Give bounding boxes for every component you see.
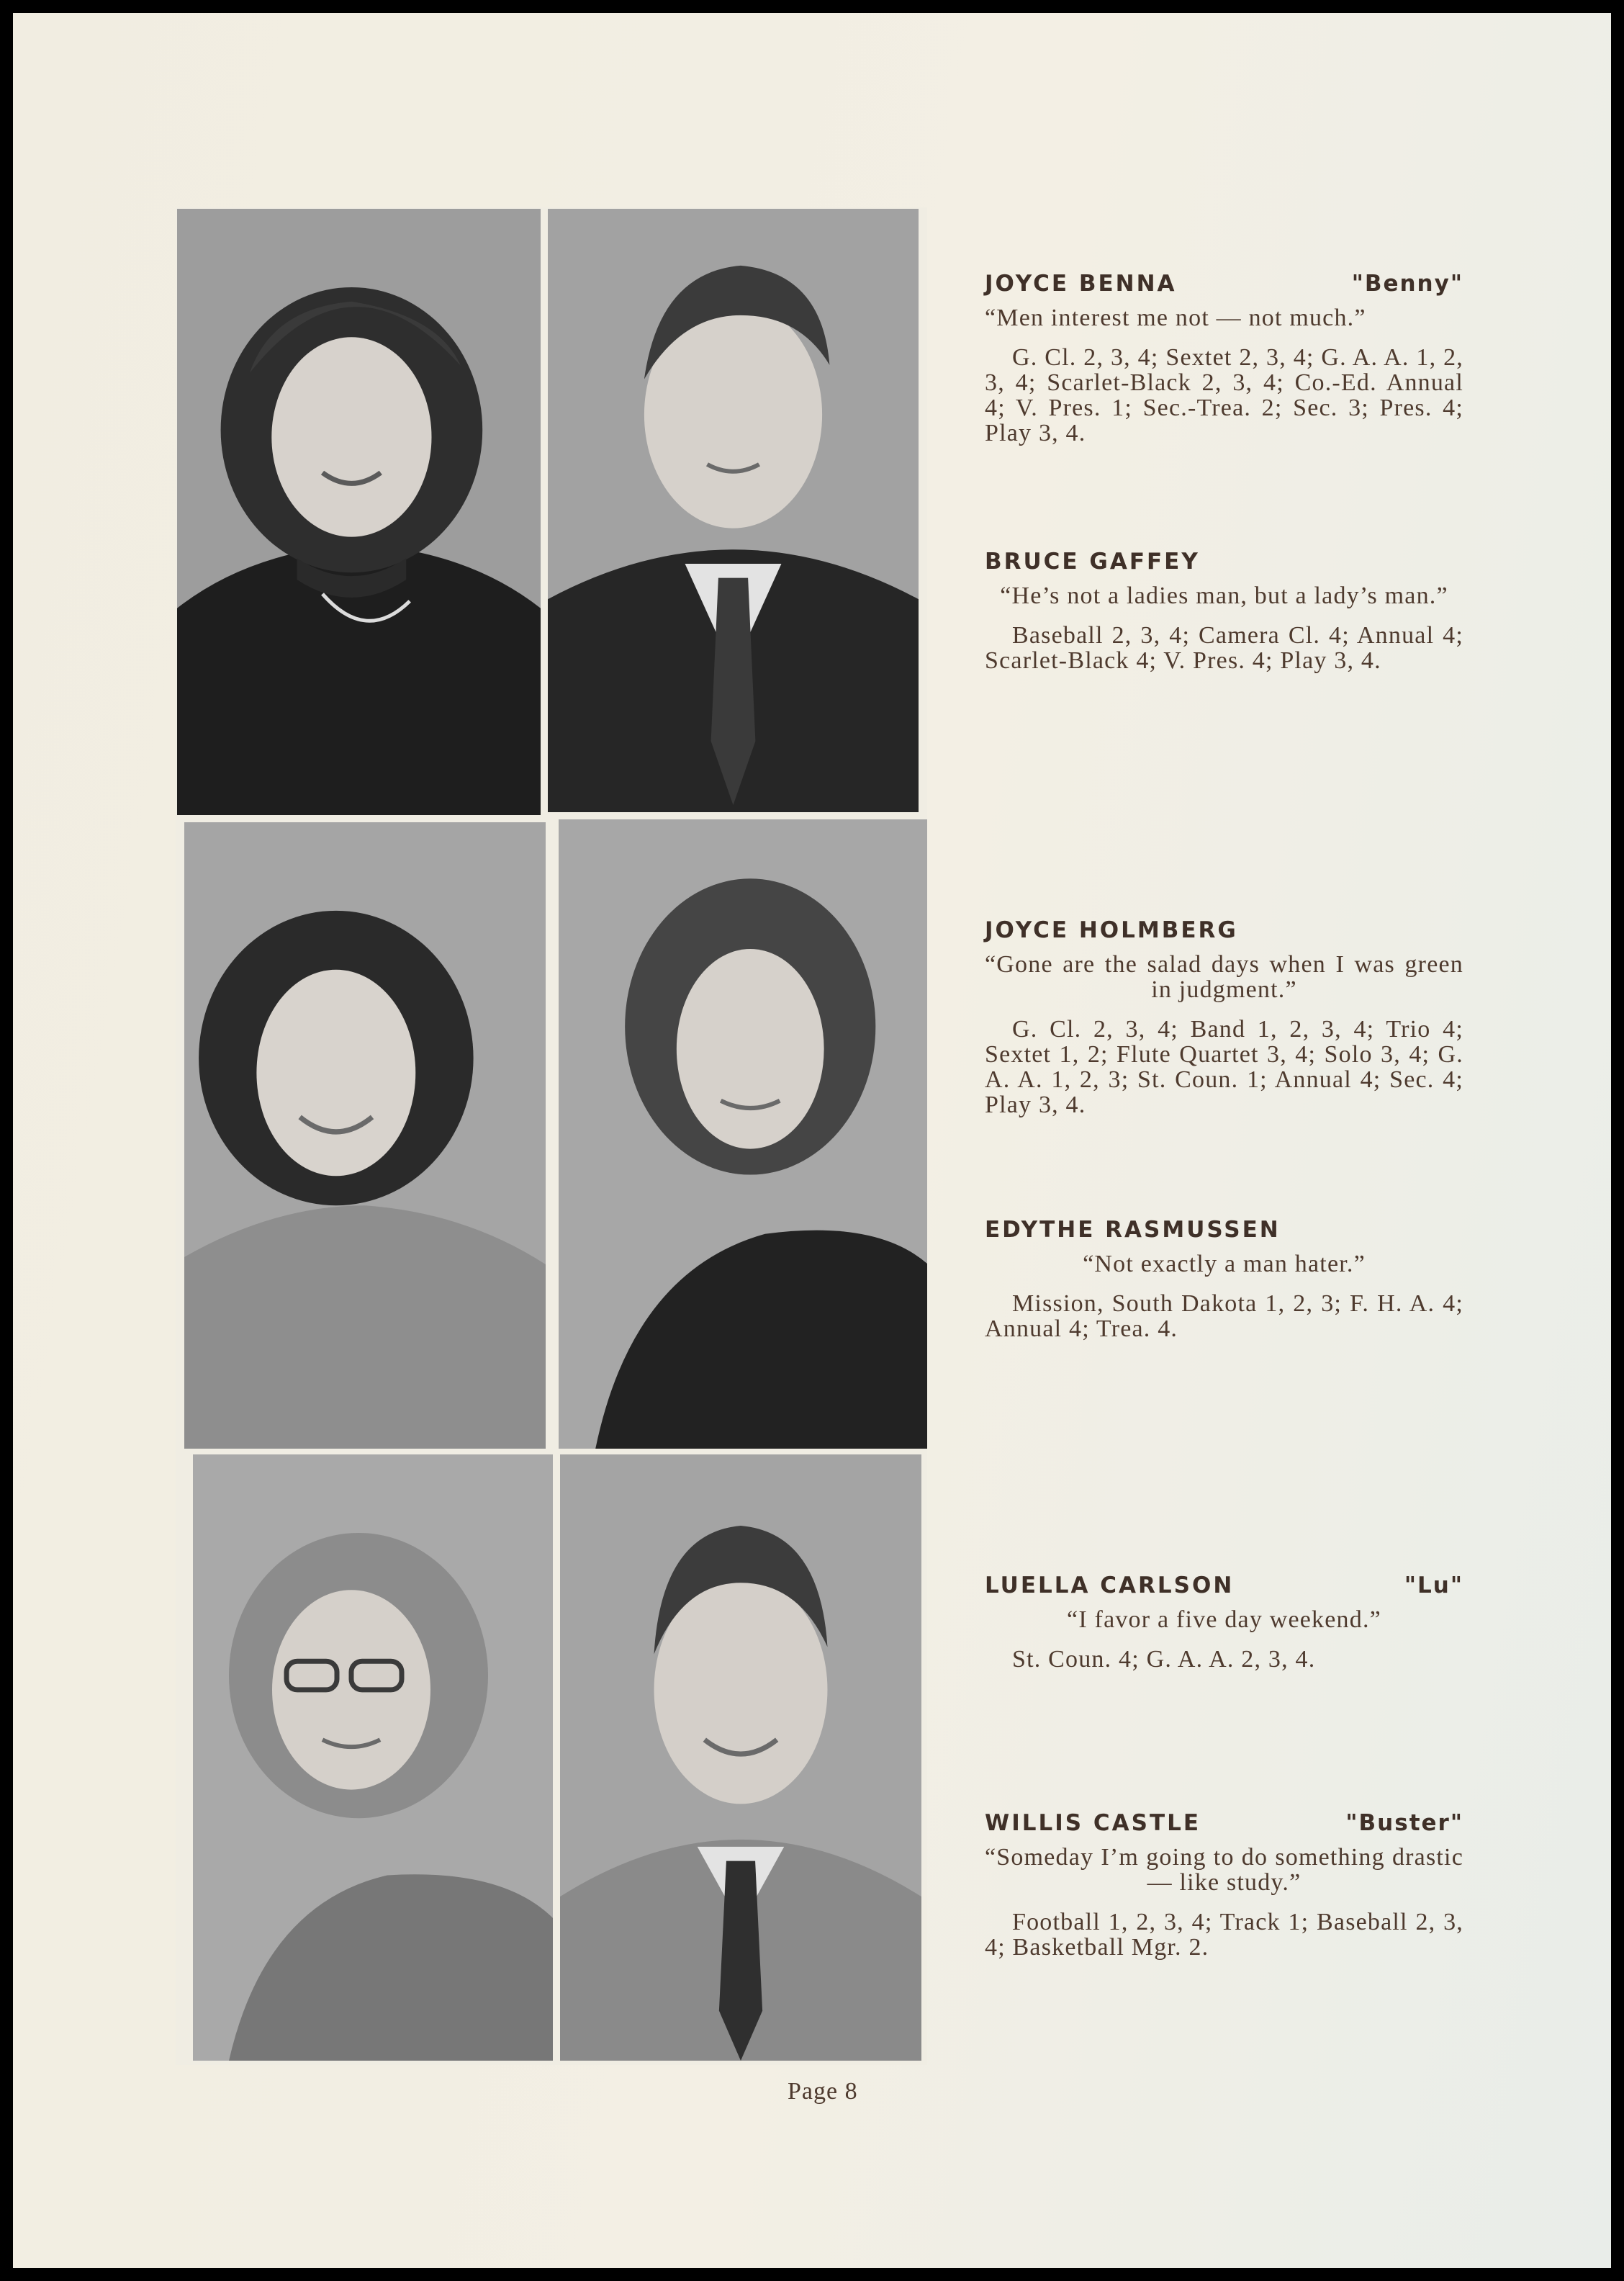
student-activities: Mission, South Dakota 1, 2, 3; F. H. A. 4; Annual 4; Trea. 4. bbox=[985, 1290, 1463, 1342]
student-entry bbox=[985, 271, 1463, 446]
page-number: Page 8 bbox=[788, 2078, 858, 2105]
student-activities: G. Cl. 2, 3, 4; Band 1, 2, 3, 4; Trio 4; Sextet 1, 2; Flute Quartet 3, 4; Solo 3, 4; G. A. A. 1, 2, 3; St. Coun. 1; Annual 4; Sec. 4; Play 3, 4. bbox=[985, 1016, 1463, 1118]
student-activities: St. Coun. 4; G. A. A. 2, 3, 4. bbox=[1012, 1646, 1316, 1673]
student-quote: “I favor a five day weekend.” bbox=[1067, 1606, 1381, 1633]
name-row bbox=[985, 549, 1463, 575]
student-quote: “Gone are the salad days when I was green in judgment.” bbox=[985, 951, 1463, 1003]
student-name: JOYCE HOLMBERG bbox=[985, 917, 1238, 943]
name-row bbox=[985, 271, 1463, 297]
student-entry bbox=[985, 1573, 1463, 1672]
portrait-bruce-gaffey bbox=[548, 209, 919, 812]
student-entry bbox=[985, 549, 1463, 673]
student-activities: Baseball 2, 3, 4; Camera Cl. 4; Annual 4; Scarlet-Black 4; V. Pres. 4; Play 3, 4. bbox=[985, 622, 1463, 674]
yearbook-page bbox=[13, 13, 1611, 2268]
student-quote: “He’s not a ladies man, but a lady’s man.” bbox=[1000, 582, 1448, 609]
portrait-luella-carlson bbox=[193, 1454, 553, 2061]
name-row bbox=[985, 917, 1463, 943]
student-name: EDYTHE RASMUSSEN bbox=[985, 1217, 1281, 1243]
student-entry bbox=[985, 1810, 1463, 1960]
student-entry bbox=[985, 917, 1463, 1117]
student-nickname: "Lu" bbox=[1404, 1573, 1463, 1598]
portrait-grid bbox=[176, 207, 927, 2065]
portrait-edythe-rasmussen bbox=[559, 819, 927, 1449]
student-name: JOYCE BENNA bbox=[985, 271, 1177, 297]
student-activities: G. Cl. 2, 3, 4; Sextet 2, 3, 4; G. A. A. 1, 2, 3, 4; Scarlet-Black 2, 3, 4; Co.-Ed. Annual 4; V. Pres. 1; Sec.-Trea. 2; Sec. 3; Pres. 4; Play 3, 4. bbox=[985, 344, 1463, 446]
portrait-joyce-benna bbox=[177, 209, 541, 815]
portrait-joyce-holmberg bbox=[184, 822, 546, 1449]
student-name: WILLIS CASTLE bbox=[985, 1810, 1201, 1836]
student-nickname: "Buster" bbox=[1345, 1810, 1463, 1836]
student-activities: Football 1, 2, 3, 4; Track 1; Baseball 2, 3, 4; Basketball Mgr. 2. bbox=[985, 1909, 1463, 1961]
name-row bbox=[985, 1573, 1463, 1598]
name-row bbox=[985, 1810, 1463, 1836]
student-nickname: "Benny" bbox=[1351, 271, 1463, 297]
student-entry bbox=[985, 1217, 1463, 1341]
student-name: BRUCE GAFFEY bbox=[985, 549, 1200, 575]
student-quote: “Someday I’m going to do something drastic — like study.” bbox=[985, 1844, 1463, 1896]
student-quote: “Men interest me not — not much.” bbox=[985, 305, 1366, 331]
portrait-willis-castle bbox=[560, 1454, 921, 2061]
student-name: LUELLA CARLSON bbox=[985, 1573, 1235, 1598]
student-quote: “Not exactly a man hater.” bbox=[1083, 1251, 1366, 1277]
name-row bbox=[985, 1217, 1463, 1243]
